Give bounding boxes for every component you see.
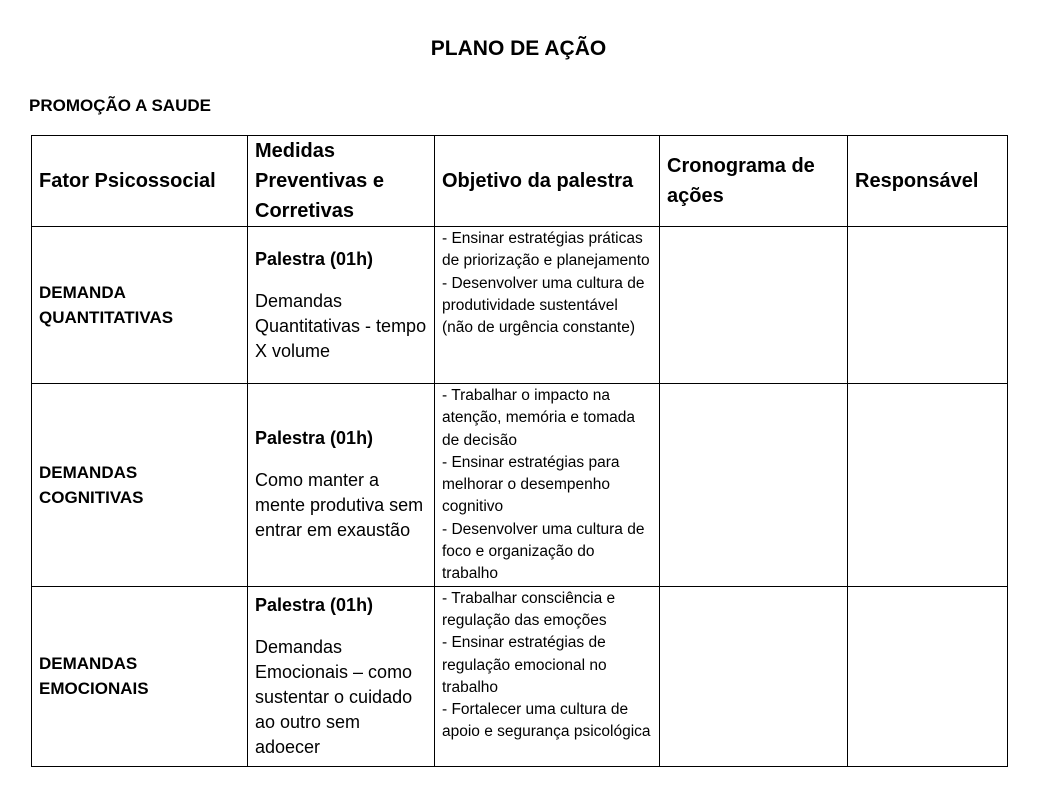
table-row xyxy=(32,227,1008,384)
factor-cell xyxy=(32,227,248,384)
table-header-row xyxy=(32,136,1008,227)
section-title: PROMOÇÃO A SAUDE xyxy=(29,96,211,115)
schedule-cell xyxy=(660,384,848,587)
responsible-cell xyxy=(848,384,1008,587)
header-fator-psicossocial: Fator Psicossocial xyxy=(32,136,248,227)
measure-type: Palestra (01h) xyxy=(255,248,374,269)
responsible-cell xyxy=(848,586,1008,766)
measure-cell xyxy=(248,586,435,766)
header-responsavel: Responsável xyxy=(848,136,1008,227)
factor-label: DEMANDAS COGNITIVAS xyxy=(39,462,144,507)
measure-cell xyxy=(248,384,435,587)
measure-description: Demandas Quantitativas - tempo X volume xyxy=(255,290,427,361)
schedule-cell xyxy=(660,586,848,766)
measure-description: Demandas Emocionais – como sustentar o cuidado ao outro sem adoecer xyxy=(255,636,413,757)
objective-item: - Ensinar estratégias para melhorar o desempenho cognitivo xyxy=(442,453,620,516)
objective-cell xyxy=(435,384,660,587)
measure-description: Como manter a mente produtiva sem entrar em exaustão xyxy=(255,470,424,541)
objective-item: - Ensinar estratégias práticas de priorização e planejamento xyxy=(442,230,650,270)
objective-item: - Desenvolver uma cultura de foco e organização do trabalho xyxy=(442,520,645,583)
objective-item: - Trabalhar o impacto na atenção, memória e tomada de decisão xyxy=(442,387,635,449)
header-cronograma: Cronograma de ações xyxy=(660,136,848,227)
header-medidas: Medidas Preventivas e Corretivas xyxy=(248,136,435,227)
factor-cell xyxy=(32,586,248,766)
factor-label: DEMANDAS EMOCIONAIS xyxy=(39,654,149,699)
objective-cell xyxy=(435,586,660,766)
measure-type: Palestra (01h) xyxy=(255,428,374,449)
measure-cell xyxy=(248,227,435,384)
table-row xyxy=(32,586,1008,766)
schedule-cell xyxy=(660,227,848,384)
table-row xyxy=(32,384,1008,587)
objective-cell xyxy=(435,227,660,384)
objective-item: - Fortalecer uma cultura de apoio e segurança psicológica xyxy=(442,701,651,741)
objective-item: - Desenvolver uma cultura de produtividade sustentável (não de urgência constante) xyxy=(442,274,645,337)
responsible-cell xyxy=(848,227,1008,384)
objective-item: - Trabalhar consciência e regulação das emoções xyxy=(442,589,616,629)
factor-cell xyxy=(32,384,248,587)
action-plan-table xyxy=(31,135,1008,767)
factor-label: DEMANDA QUANTITATIVAS xyxy=(39,283,174,327)
measure-type: Palestra (01h) xyxy=(255,594,374,615)
header-objetivo: Objetivo da palestra xyxy=(435,136,660,227)
document-title: PLANO DE AÇÃO xyxy=(430,37,607,60)
objective-item: - Ensinar estratégias de regulação emocional no trabalho xyxy=(442,634,607,696)
